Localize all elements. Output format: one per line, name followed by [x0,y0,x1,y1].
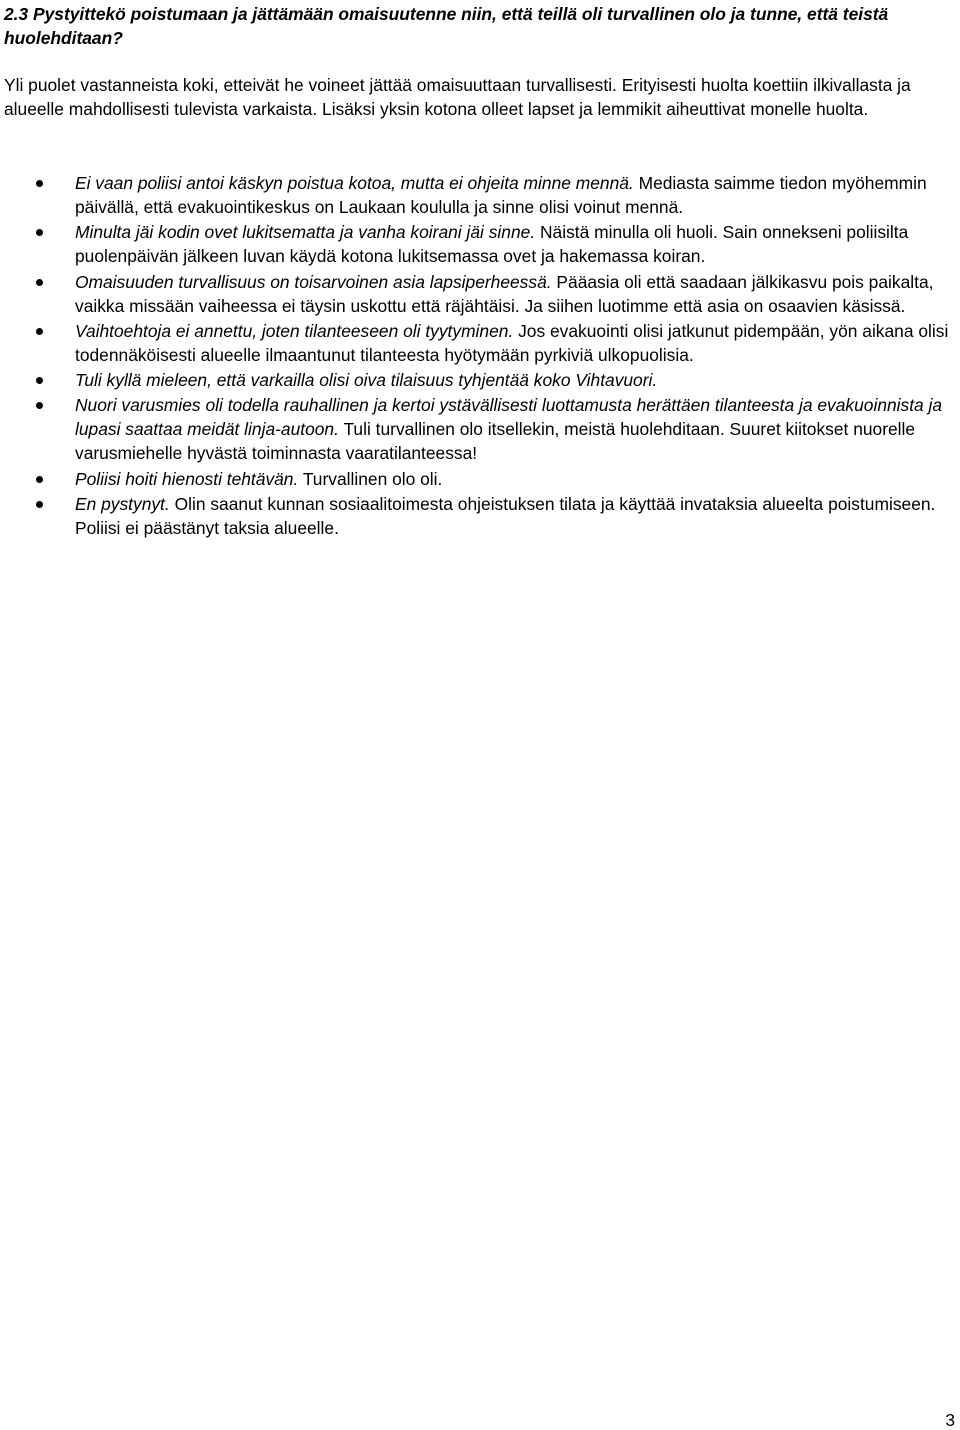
quote-italic-text: Nuori varusmies oli todella rauhallinen ja kertoi ystävällisesti luottamusta herättäen tilanteesta ja evakuoinnista ja lupasi saattaa meidät linja-autoon. [75,395,943,440]
bullet-icon [36,501,43,508]
bullet-icon [36,476,43,483]
intro-paragraph: Yli puolet vastanneista koki, etteivät he voineet jättää omaisuuttaan turvallisesti. Erityisesti huolta koettiin ilkivallasta ja alueelle mahdollisesti tulevista varkaista. Lisäksi yksin kotona olleet lapset ja lemmikit aiheuttivat monelle huolta. [4,75,911,119]
bullet-icon [36,377,43,384]
list-item [0,319,960,367]
list-item [0,467,960,491]
section-heading: 2.3 Pystyittekö poistumaan ja jättämään omaisuutenne niin, että teillä oli turvallinen olo ja tunne, että teistä huolehditaan? [4,4,889,48]
list-item [0,220,960,268]
quote-italic-text: Vaihtoehtoja ei annettu, joten tilanteeseen oli tyytyminen. [75,320,514,341]
quote-italic-text: Poliisi hoiti hienosti tehtävän. [75,468,299,489]
quote-text: Olin saanut kunnan sosiaalitoimesta ohjeistuksen tilata ja käyttää invataksia alueelta poistumiseen. Poliisi ei päästänyt taksia alueelle. [75,494,936,539]
page-number: 3 [945,1410,955,1430]
quote-list [0,171,960,541]
bullet-icon [36,180,43,187]
quote-text: Näistä minulla oli huoli. Sain onnekseni poliisilta puolenpäivän jälkeen luvan käydä kotona lukitsemassa ovet ja hakemassa koiran. [75,222,909,267]
quote-italic-text: En pystynyt. [75,494,170,515]
list-item [0,393,960,465]
bullet-icon [36,279,43,286]
quote-italic-text: Tuli kyllä mieleen, että varkailla olisi oiva tilaisuus tyhjentää koko Vihtavuori. [75,370,658,391]
bullet-icon [36,328,43,335]
quote-text: Turvallinen olo oli. [298,468,443,489]
list-item [0,171,960,219]
quote-text: Jos evakuointi olisi jatkunut pidempään, yön aikana olisi todennäköisesti alueelle ilmaantunut tilanteesta hyötymään pyrkiviä ulkopuolisia. [75,320,949,365]
list-item [0,492,960,540]
quote-italic-text: Ei vaan poliisi antoi käskyn poistua kotoa, mutta ei ohjeita minne mennä. [75,173,634,193]
bullet-icon [36,402,43,409]
quote-text: Tuli turvallinen olo itsellekin, meistä huolehditaan. Suuret kiitokset nuorelle varusmiehelle hyvästä toiminnasta vaaratilanteessa! [75,419,916,464]
list-item [0,368,960,392]
quote-text: Pääasia oli että saadaan jälkikasvu pois paikalta, vaikka missään vaiheessa ei täysin uskottu että räjähtäisi. Ja siihen luotimme että asia on osaavien käsissä. [75,271,934,316]
quote-italic-text: Omaisuuden turvallisuus on toisarvoinen asia lapsiperheessä. [75,271,552,292]
quote-italic-text: Minulta jäi kodin ovet lukitsematta ja vanha koirani jäi sinne. [75,222,536,243]
quote-text: Mediasta saimme tiedon myöhemmin päivällä, että evakuointikeskus on Laukaan koululla ja sinne olisi voinut mennä. [75,173,927,217]
bullet-icon [36,229,43,236]
list-item [0,270,960,318]
